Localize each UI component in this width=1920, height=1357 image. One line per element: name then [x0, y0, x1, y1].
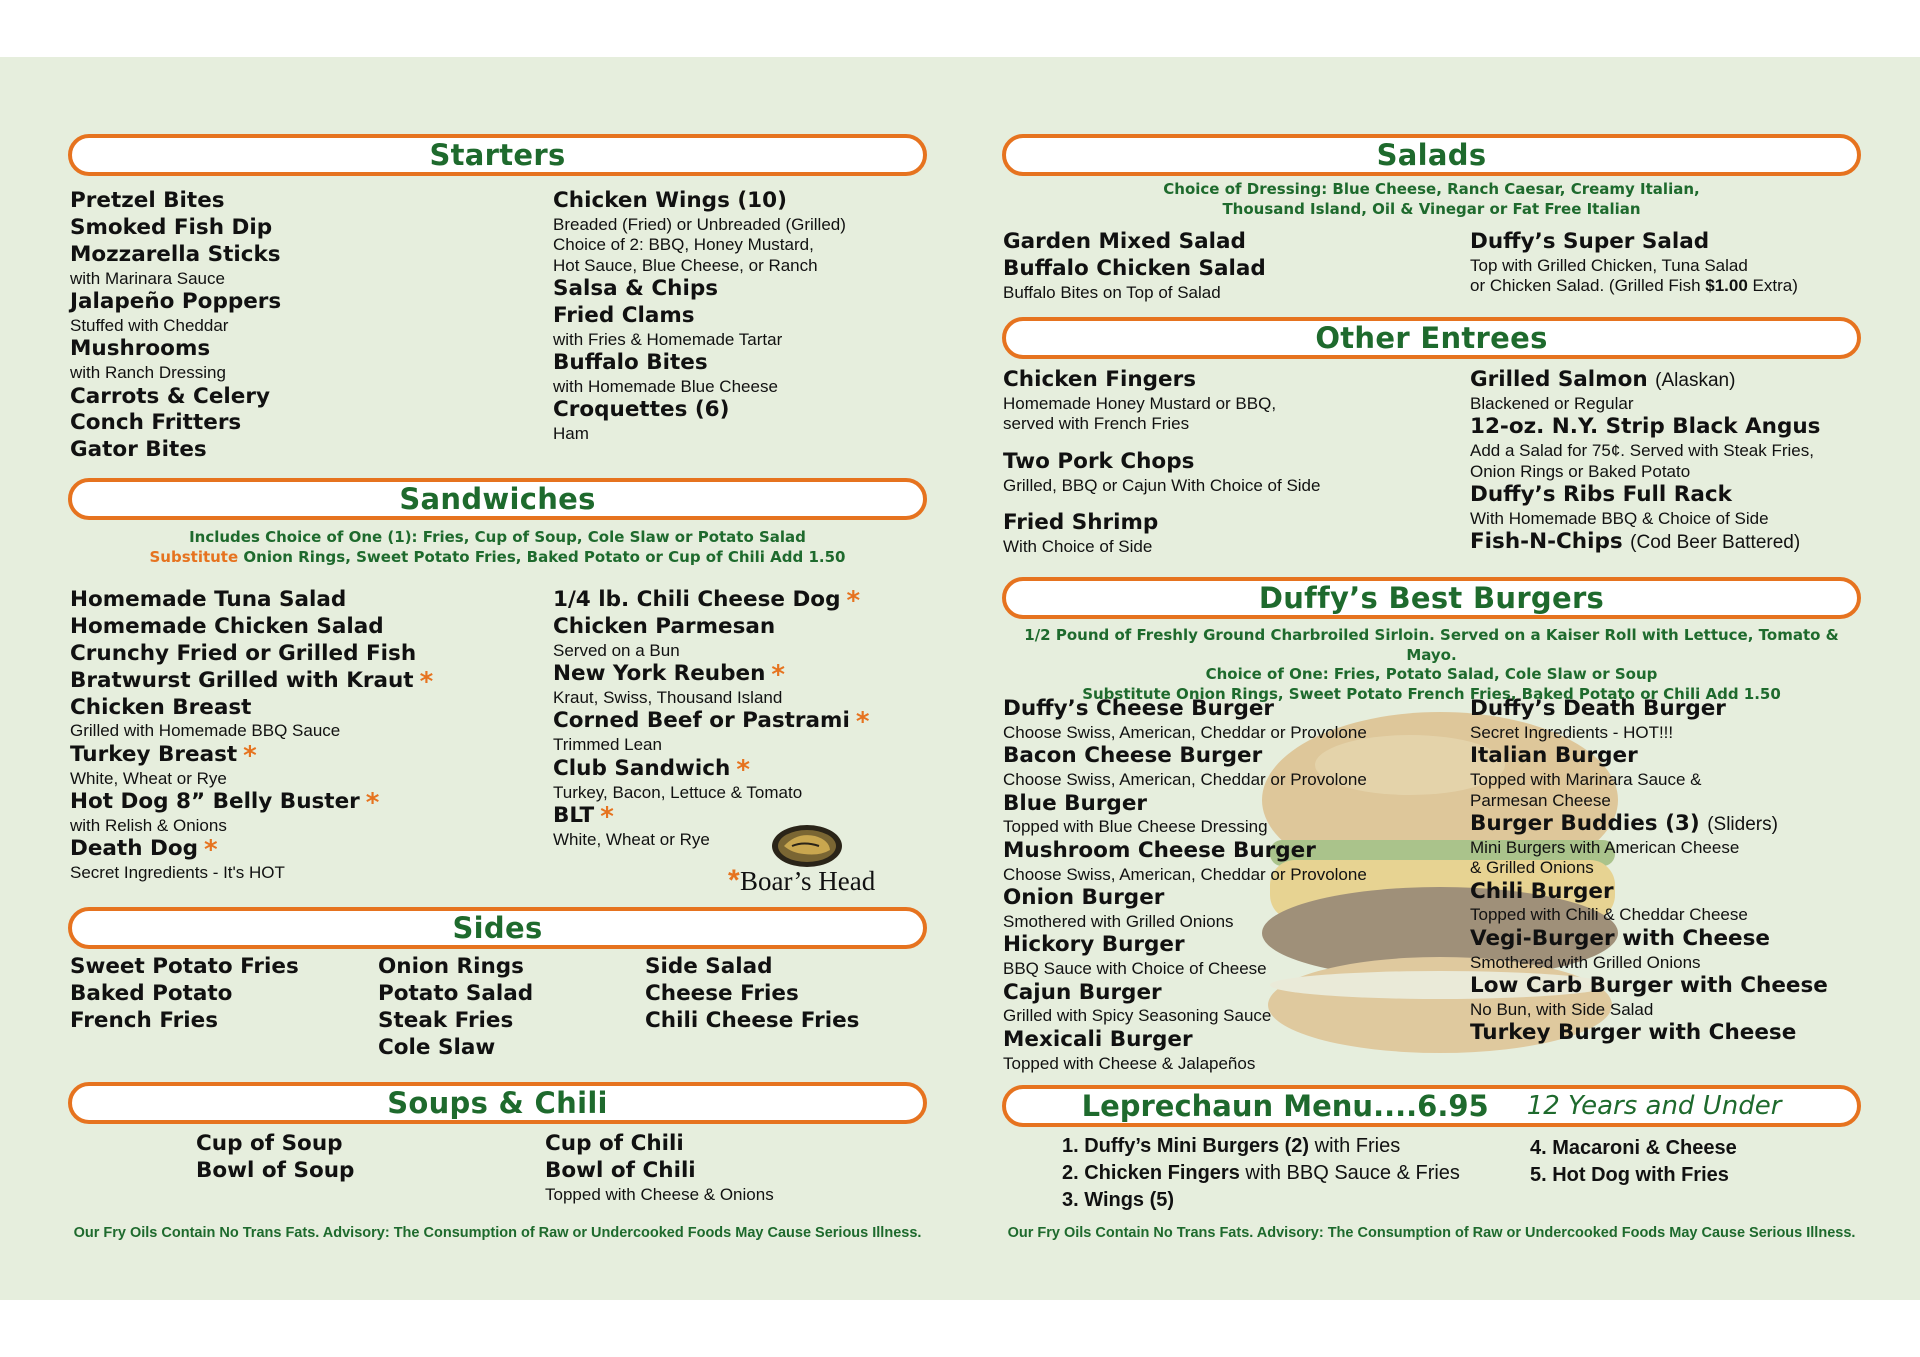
- item-desc: Homemade Honey Mustard or BBQ,: [1003, 393, 1277, 413]
- item-name: Burger Buddies (3): [1470, 810, 1700, 836]
- leprechaun-title: Leprechaun Menu....6.95: [1081, 1089, 1489, 1123]
- item-name: Onion Burger: [1003, 885, 1165, 911]
- salads-title: Salads: [1376, 138, 1487, 172]
- item-name: Garden Mixed Salad: [1003, 229, 1246, 254]
- leprechaun-right-column: [1530, 1135, 1850, 1189]
- salads-note-line1: Choice of Dressing: Blue Cheese, Ranch Caesar, Creamy Italian,: [1163, 180, 1700, 198]
- footer-advisory-right: Our Fry Oils Contain No Trans Fats. Advisory: The Consumption of Raw or Undercooked Foods May Cause Serious Illness.: [1007, 1225, 1856, 1241]
- burgers-left-column: [1003, 696, 1453, 1074]
- soups-right-column: [545, 1131, 845, 1205]
- footer-advisory-left: Our Fry Oils Contain No Trans Fats. Advisory: The Consumption of Raw or Undercooked Foods May Cause Serious Illness.: [73, 1225, 922, 1241]
- item-name: Fish-N-Chips: [1470, 529, 1623, 555]
- menu-item: [553, 397, 923, 444]
- menu-item: [70, 410, 530, 437]
- menu-item: [1003, 932, 1453, 979]
- menu-item: [1003, 980, 1453, 1027]
- item-desc: Choice of 2: BBQ, Honey Mustard,: [553, 235, 814, 255]
- item-name: Croquettes (6): [553, 397, 730, 423]
- item-name: Cajun Burger: [1003, 979, 1162, 1005]
- item-name: Smoked Fish Dip: [70, 214, 273, 240]
- boars-head-star-icon: *: [365, 788, 380, 819]
- kids-item: [1530, 1162, 1850, 1189]
- kids-item-name: 3. Wings (5): [1062, 1189, 1175, 1211]
- item-desc: Hot Sauce, Blue Cheese, or Ranch: [553, 255, 818, 275]
- sides-title: Sides: [452, 911, 543, 945]
- item-name: Buffalo Bites: [553, 350, 708, 376]
- burgers-note-line3: Substitute Onion Rings, Sweet Potato French Fries, Baked Potato or Chili Add 1.50: [1082, 684, 1781, 703]
- item-name: Death Dog: [70, 836, 199, 862]
- sides-banner: [68, 907, 927, 949]
- item-name: Jalapeño Poppers: [70, 289, 282, 315]
- chili-item: Cup of Chili: [545, 1131, 684, 1156]
- soups-left-column: [196, 1131, 456, 1185]
- burgers-banner: [1002, 577, 1861, 619]
- item-name: 1/4 lb. Chili Cheese Dog: [553, 587, 841, 612]
- item-name: Club Sandwich: [553, 755, 731, 781]
- menu-item: [1003, 885, 1453, 932]
- item-name: Grilled Salmon: [1470, 367, 1648, 392]
- item-name: 12-oz. N.Y. Strip Black Angus: [1470, 414, 1821, 440]
- menu-item: [1003, 449, 1453, 496]
- kids-item-name: 1. Duffy’s Mini Burgers (2): [1062, 1135, 1310, 1157]
- salads-note: [1002, 180, 1861, 219]
- menu-item: [70, 789, 530, 836]
- menu-item: [553, 708, 913, 755]
- menu-item: [1470, 696, 1870, 743]
- item-name: Mushroom Cheese Burger: [1003, 837, 1316, 863]
- soups-banner: [68, 1082, 927, 1124]
- burgers-note-line2: Choice of One: Fries, Potato Salad, Cole Slaw or Soup: [1205, 665, 1658, 683]
- menu-item: [70, 668, 530, 695]
- item-name: Carrots & Celery: [70, 383, 270, 409]
- item-desc: with Homemade Blue Cheese: [553, 377, 778, 397]
- item-desc: Choose Swiss, American, Cheddar or Provolone: [1003, 770, 1367, 790]
- sandwiches-note: [68, 528, 927, 567]
- menu-item: [553, 276, 923, 303]
- menu-item: [1003, 791, 1453, 838]
- leprechaun-left-column: [1062, 1133, 1532, 1214]
- item-desc: Grilled with Homemade BBQ Sauce: [70, 721, 341, 741]
- item-desc: served with French Fries: [1003, 414, 1190, 434]
- salads-banner: [1002, 134, 1861, 176]
- menu-item: [553, 350, 923, 397]
- item-desc: with Fries & Homemade Tartar: [553, 329, 783, 349]
- item-desc: Ham: [553, 424, 589, 444]
- menu-item: [70, 215, 530, 242]
- item-desc: Top with Grilled Chicken, Tuna Salad: [1470, 255, 1748, 275]
- item-name-row: [1470, 367, 1870, 394]
- item-desc-row: [1470, 276, 1870, 296]
- item-name: Vegi-Burger with Cheese: [1470, 925, 1771, 951]
- menu-item: [70, 614, 530, 641]
- entrees-right-column: [1470, 367, 1870, 556]
- item-desc: Topped with Chili & Cheddar Cheese: [1470, 905, 1748, 925]
- menu-item: [70, 289, 530, 336]
- item-name: Turkey Breast: [70, 741, 238, 767]
- kids-item: [1062, 1133, 1532, 1160]
- menu-item: [1003, 1027, 1453, 1074]
- item-name-row: [70, 835, 530, 866]
- item-name: Mushrooms: [70, 336, 211, 362]
- item-desc: Secret Ingredients - HOT!!!: [1470, 722, 1674, 742]
- boars-head-star-icon: *: [771, 660, 786, 691]
- soup-item: Cup of Soup: [196, 1131, 343, 1156]
- menu-item: [1003, 838, 1453, 885]
- sandwiches-banner: [68, 478, 927, 520]
- menu-item: [1470, 1020, 1870, 1047]
- menu-item: [70, 836, 530, 883]
- kids-item-name: 4. Macaroni & Cheese: [1530, 1137, 1737, 1159]
- item-desc: Choose Swiss, American, Cheddar or Provolone: [1003, 864, 1367, 884]
- item-desc: BBQ Sauce with Choice of Cheese: [1003, 959, 1267, 979]
- sandwiches-title: Sandwiches: [399, 482, 596, 516]
- starters-left-column: [70, 188, 530, 464]
- menu-item: [1003, 256, 1453, 303]
- sides-column-2: [378, 954, 618, 1062]
- menu-item: [1003, 743, 1453, 790]
- item-name-row: [553, 707, 913, 738]
- item-desc: & Grilled Onions: [1470, 858, 1594, 878]
- item-name: Buffalo Chicken Salad: [1003, 255, 1266, 281]
- item-desc: White, Wheat or Rye: [70, 768, 227, 788]
- burgers-note: [1002, 626, 1861, 704]
- item-desc: Buffalo Bites on Top of Salad: [1003, 282, 1221, 302]
- item-desc: With Choice of Side: [1003, 536, 1153, 556]
- boars-head-star-icon: *: [855, 707, 870, 738]
- side-item: Baked Potato: [70, 980, 233, 1006]
- item-name-row: [70, 742, 530, 769]
- item-desc: Add a Salad for 75¢. Served with Steak Fries,: [1470, 441, 1814, 461]
- item-name: Conch Fritters: [70, 410, 242, 436]
- menu-item: [70, 188, 530, 215]
- menu-item: [1003, 510, 1453, 557]
- starters-right-column: [553, 188, 923, 445]
- starters-title: Starters: [429, 138, 566, 172]
- item-name: Low Carb Burger with Cheese: [1470, 973, 1828, 999]
- item-name-row: [553, 660, 913, 691]
- item-name-row: [553, 587, 913, 614]
- item-desc: Smothered with Grilled Onions: [1003, 911, 1234, 931]
- item-name: Hickory Burger: [1003, 932, 1185, 958]
- menu-item: [70, 336, 530, 383]
- boars-head-star-icon: *: [736, 754, 750, 785]
- item-desc: Trimmed Lean: [553, 735, 662, 755]
- item-name: Salsa & Chips: [553, 276, 719, 302]
- item-desc: Grilled with Spicy Seasoning Sauce: [1003, 1006, 1272, 1026]
- burgers-right-column: [1470, 696, 1870, 1047]
- boars-head-star-icon: *: [600, 801, 614, 832]
- menu-item: [1470, 482, 1870, 529]
- kids-item: [1062, 1187, 1532, 1214]
- item-desc: Turkey, Bacon, Lettuce & Tomato: [553, 782, 803, 802]
- item-desc: No Bun, with Side Salad: [1470, 999, 1654, 1019]
- menu-item: [1470, 973, 1870, 1020]
- kids-item-name: 5. Hot Dog with Fries: [1530, 1164, 1729, 1186]
- item-name: Mozzarella Sticks: [70, 241, 281, 267]
- item-desc: Topped with Cheese & Jalapeños: [1003, 1053, 1256, 1073]
- item-name: Duffy’s Cheese Burger: [1003, 696, 1275, 721]
- item-name-row: [553, 756, 913, 783]
- item-desc: Parmesan Cheese: [1470, 790, 1611, 810]
- menu-item: [553, 614, 913, 661]
- item-name: Italian Burger: [1470, 743, 1638, 769]
- svg-text:*: *: [728, 864, 740, 897]
- chili-item: Bowl of Chili: [545, 1157, 696, 1183]
- menu-item: [70, 437, 530, 464]
- boars-head-logo: [712, 822, 882, 902]
- item-name: Gator Bites: [70, 437, 207, 463]
- salads-note-line2: Thousand Island, Oil & Vinegar or Fat Free Italian: [1222, 199, 1641, 218]
- item-name-row: [70, 788, 530, 819]
- item-name: Duffy’s Super Salad: [1470, 229, 1710, 254]
- item-name: Bratwurst Grilled with Kraut: [70, 667, 414, 693]
- item-desc: With Homemade BBQ & Choice of Side: [1470, 508, 1769, 528]
- menu-item: [1470, 529, 1870, 556]
- item-desc: Choose Swiss, American, Cheddar or Provolone: [1003, 722, 1367, 742]
- entrees-left-column: [1003, 367, 1453, 557]
- boars-head-star-icon: *: [243, 740, 257, 771]
- menu-item: [70, 695, 530, 742]
- kids-item-rest: with Fries: [1314, 1135, 1401, 1157]
- item-desc: White, Wheat or Rye: [553, 829, 710, 849]
- item-name-row: [70, 668, 530, 695]
- item-name: New York Reuben: [553, 661, 766, 687]
- item-name: Bacon Cheese Burger: [1003, 743, 1263, 769]
- item-desc: or Chicken Salad. (Grilled Fish: [1470, 276, 1701, 296]
- item-name: Fried Clams: [553, 302, 695, 328]
- sandwiches-right-column: [553, 587, 913, 850]
- entrees-title: Other Entrees: [1315, 321, 1548, 355]
- side-item: Sweet Potato Fries: [70, 954, 299, 979]
- kids-item: [1062, 1160, 1532, 1187]
- sides-column-3: [645, 954, 925, 1035]
- side-item: Side Salad: [645, 954, 773, 979]
- boars-head-star-icon: *: [204, 835, 218, 866]
- kids-item: [1530, 1135, 1850, 1162]
- side-item: Chili Cheese Fries: [645, 1007, 860, 1033]
- menu-item: [1470, 229, 1870, 297]
- item-desc: with Ranch Dressing: [70, 363, 226, 383]
- item-name-row: [1470, 529, 1870, 556]
- item-desc-extra: Extra): [1752, 276, 1798, 296]
- item-desc: with Relish & Onions: [70, 815, 227, 835]
- item-desc: Secret Ingredients - It's HOT: [70, 863, 285, 883]
- menu-item: [553, 587, 913, 614]
- item-name: Chicken Fingers: [1003, 367, 1197, 392]
- side-item: Onion Rings: [378, 954, 524, 979]
- menu-item: [1470, 811, 1870, 879]
- item-name: Chicken Wings (10): [553, 188, 787, 213]
- kids-item-rest: with BBQ Sauce & Fries: [1245, 1162, 1460, 1184]
- item-desc: Kraut, Swiss, Thousand Island: [553, 688, 783, 708]
- menu-item: [1470, 414, 1870, 482]
- item-name: Duffy’s Ribs Full Rack: [1470, 481, 1732, 507]
- item-desc: Served on a Bun: [553, 640, 680, 660]
- starters-banner: [68, 134, 927, 176]
- soup-item: Bowl of Soup: [196, 1157, 355, 1183]
- item-name: Chili Burger: [1470, 878, 1614, 904]
- item-desc: Breaded (Fried) or Unbreaded (Grilled): [553, 214, 846, 234]
- item-name-suffix: (Alaskan): [1655, 370, 1736, 391]
- menu-item: [1470, 743, 1870, 811]
- item-desc: Topped with Marinara Sauce &: [1470, 770, 1702, 790]
- salads-right-column: [1470, 229, 1870, 297]
- item-name: Homemade Chicken Salad: [70, 613, 384, 639]
- menu-item: [553, 661, 913, 708]
- kids-item-name: 2. Chicken Fingers: [1062, 1162, 1240, 1184]
- sandwiches-note-line1: Includes Choice of One (1): Fries, Cup of Soup, Cole Slaw or Potato Salad: [189, 528, 806, 546]
- chili-desc: Topped with Cheese & Onions: [545, 1184, 774, 1204]
- leprechaun-subtitle: 12 Years and Under: [1526, 1091, 1782, 1121]
- menu-item: [1003, 696, 1453, 743]
- burgers-title: Duffy’s Best Burgers: [1258, 581, 1605, 615]
- menu-item: [70, 587, 530, 614]
- item-desc: Onion Rings or Baked Potato: [1470, 461, 1691, 481]
- item-desc: Smothered with Grilled Onions: [1470, 952, 1701, 972]
- menu-item: [1470, 367, 1870, 414]
- item-name: Blue Burger: [1003, 790, 1148, 816]
- item-name: Duffy’s Death Burger: [1470, 696, 1726, 721]
- side-item: Steak Fries: [378, 1007, 514, 1033]
- item-name: Hot Dog 8” Belly Buster: [70, 789, 360, 815]
- item-name: Two Pork Chops: [1003, 448, 1195, 474]
- menu-item: [1470, 879, 1870, 926]
- menu-item: [70, 742, 530, 789]
- menu-item: [553, 188, 923, 276]
- side-item: Cheese Fries: [645, 980, 799, 1006]
- item-name: Crunchy Fried or Grilled Fish: [70, 640, 417, 666]
- burgers-note-line1: 1/2 Pound of Freshly Ground Charbroiled Sirloin. Served on a Kaiser Roll with Lettuce, Tomato & Mayo.: [1024, 626, 1839, 664]
- menu-item: [70, 384, 530, 411]
- item-name: Homemade Tuna Salad: [70, 587, 347, 612]
- item-name: Fried Shrimp: [1003, 509, 1159, 535]
- item-name: Chicken Parmesan: [553, 613, 776, 639]
- item-name-suffix: (Cod Beer Battered): [1630, 532, 1801, 554]
- entrees-banner: [1002, 317, 1861, 359]
- menu-item: [553, 303, 923, 350]
- item-desc: Blackened or Regular: [1470, 393, 1634, 413]
- item-desc: Stuffed with Cheddar: [70, 315, 229, 335]
- item-desc: Mini Burgers with American Cheese: [1470, 837, 1740, 857]
- side-item: Potato Salad: [378, 980, 534, 1006]
- item-name: Turkey Burger with Cheese: [1470, 1020, 1797, 1046]
- item-name: BLT: [553, 802, 595, 828]
- side-item: Cole Slaw: [378, 1034, 496, 1060]
- item-name: Pretzel Bites: [70, 188, 225, 213]
- item-desc: Topped with Blue Cheese Dressing: [1003, 817, 1268, 837]
- boars-head-star-icon: *: [419, 666, 434, 697]
- leprechaun-banner: [1002, 1085, 1861, 1127]
- item-name: Corned Beef or Pastrami: [553, 708, 850, 734]
- menu-item: [1003, 229, 1453, 256]
- item-name-suffix: (Sliders): [1707, 813, 1778, 835]
- boars-head-star-icon: *: [846, 586, 861, 616]
- salads-left-column: [1003, 229, 1453, 303]
- boars-head-logo-text: Boar’s Head: [740, 866, 876, 896]
- item-price: $1.00: [1705, 276, 1748, 296]
- menu-item: [553, 756, 913, 803]
- item-desc: with Marinara Sauce: [70, 268, 225, 288]
- menu-item: [1003, 367, 1453, 435]
- soups-title: Soups & Chili: [387, 1086, 608, 1120]
- menu-item: [70, 242, 530, 289]
- sandwiches-note-line2: [68, 548, 927, 568]
- item-name: Chicken Breast: [70, 694, 252, 720]
- substitute-label: Substitute: [149, 547, 239, 566]
- item-desc: Grilled, BBQ or Cajun With Choice of Side: [1003, 475, 1321, 495]
- side-item: French Fries: [70, 1007, 219, 1033]
- substitute-text: Onion Rings, Sweet Potato Fries, Baked Potato or Cup of Chili Add 1.50: [243, 547, 846, 566]
- sandwiches-left-column: [70, 587, 530, 884]
- item-name: Mexicali Burger: [1003, 1026, 1193, 1052]
- menu-item: [70, 641, 530, 668]
- menu-item: [1470, 926, 1870, 973]
- item-name-row: [1470, 811, 1870, 838]
- sides-column-1: [70, 954, 360, 1035]
